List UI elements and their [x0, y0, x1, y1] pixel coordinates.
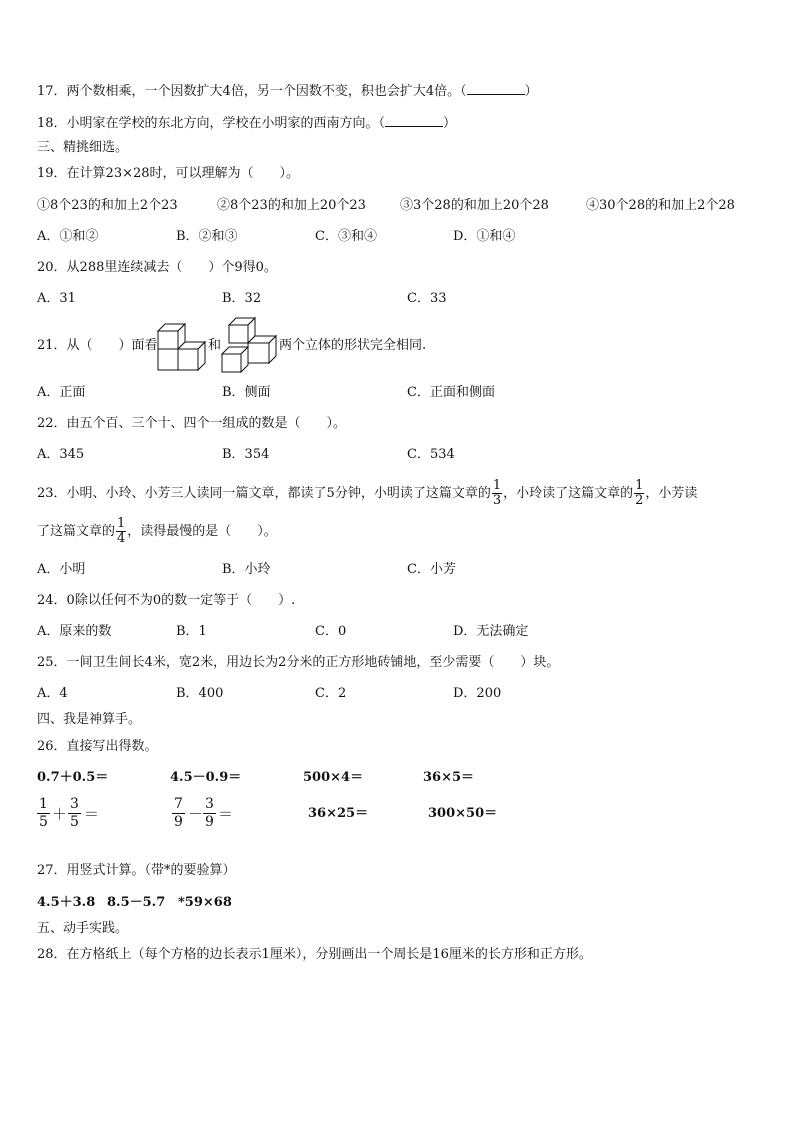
q20-option-b[interactable]: B．32: [222, 291, 262, 306]
fraction-one-third: $\frac{1}{3}$: [492, 478, 502, 508]
fraction-one-half: $\frac{1}{2}$: [635, 478, 644, 508]
q23-option-a[interactable]: A．小明: [37, 562, 86, 577]
q26-stem: 26．直接写出得数。: [37, 739, 158, 754]
cube-figure-1: [156, 320, 208, 372]
vertical-calc-item: *59×68: [178, 895, 232, 910]
plus-sign: ＋: [52, 805, 68, 823]
q21-pre: 21．从（ ）面看: [37, 338, 158, 353]
q21-option-b[interactable]: B．侧面: [222, 385, 271, 400]
q25-option-d[interactable]: D．200: [453, 686, 502, 701]
q28-stem: 28．在方格纸上（每个方格的边长表示1厘米），分别画出一个周长是16厘米的长方形和正方形。: [37, 947, 592, 962]
q19-item-4: ④30个28的和加上2个28: [586, 198, 735, 213]
q22-option-c[interactable]: C．534: [407, 447, 455, 462]
q23-line-2: 了这篇文章的 $\frac{1}{4}$ ，读得最慢的是（ ）。: [37, 516, 277, 546]
q25-option-b[interactable]: B．400: [176, 686, 224, 701]
q25-stem: 25．一间卫生间长4米，宽2米，用边长为2分米的正方形地砖铺地，至少需要（ ）块。: [37, 655, 560, 670]
fraction-3-5: 3 5: [70, 796, 79, 830]
equals-sign: ＝: [84, 805, 100, 823]
q24-option-a[interactable]: A．原来的数: [37, 624, 112, 639]
q21-post: 两个立体的形状完全相同.: [279, 338, 427, 353]
q21-mid: 和: [208, 338, 222, 353]
q24-option-c[interactable]: C．0: [315, 624, 347, 639]
q24-option-d[interactable]: D．无法确定: [453, 624, 529, 639]
minus-sign: －: [188, 805, 204, 823]
q17-line: 17．两个数相乘，一个因数扩大4倍，另一个因数不变，积也会扩大4倍。（ ）: [37, 84, 538, 99]
fraction-1-5: 1 5: [39, 796, 48, 830]
q19-item-3: ③3个28的和加上20个28: [400, 198, 549, 213]
calc-item: 500×4＝: [303, 770, 364, 785]
answer-blank[interactable]: [467, 82, 525, 95]
q22-option-b[interactable]: B．354: [222, 447, 270, 462]
fraction-7-9: 7 9: [174, 796, 183, 830]
q24-stem: 24．0除以任何不为0的数一定等于（ ）.: [37, 593, 296, 608]
fraction-3-9: 3 9: [205, 796, 214, 830]
calc-item: 36×5＝: [423, 770, 475, 785]
vertical-calc-item: 4.5＋3.8: [37, 895, 96, 910]
q21-option-a[interactable]: A．正面: [37, 385, 86, 400]
q27-stem: 27．用竖式计算。（带*的要验算）: [37, 863, 236, 878]
q19-option-b[interactable]: B．②和③: [176, 229, 238, 244]
q25-option-a[interactable]: A．4: [37, 686, 68, 701]
calc-item: 4.5－0.9＝: [170, 770, 242, 785]
q21-option-c[interactable]: C．正面和侧面: [407, 385, 495, 400]
q20-stem: 20．从288里连续减去（ ）个9得0。: [37, 260, 277, 275]
answer-blank[interactable]: [385, 114, 443, 127]
q23-option-c[interactable]: C．小芳: [407, 562, 456, 577]
q20-option-c[interactable]: C．33: [407, 291, 447, 306]
q22-stem: 22．由五个百、三个十、四个一组成的数是（ ）。: [37, 416, 347, 431]
q19-stem: 19．在计算23×28时，可以理解为（ ）。: [37, 166, 300, 181]
calc-item: 0.7＋0.5＝: [37, 770, 109, 785]
section-5-heading: 五、动手实践。: [37, 921, 129, 936]
q24-option-b[interactable]: B．1: [176, 624, 207, 639]
fraction-one-quarter: $\frac{1}{4}$: [117, 516, 126, 546]
cube-figure-2: [221, 316, 279, 374]
q19-item-1: ①8个23的和加上2个23: [37, 198, 178, 213]
q23-option-b[interactable]: B．小玲: [222, 562, 271, 577]
q22-option-a[interactable]: A．345: [37, 447, 85, 462]
q19-option-d[interactable]: D．①和④: [453, 229, 516, 244]
q23-line-1: 23．小明、小玲、小芳三人读同一篇文章，都读了5分钟，小明读了这篇文章的 $\frac{1}{3}$ ，小玲读了这篇文章的 $\frac{1}{2}$ ，小芳读: [37, 478, 698, 508]
equals-sign: ＝: [218, 805, 234, 823]
q18-line: 18．小明家在学校的东北方向，学校在小明家的西南方向。（ ）: [37, 116, 457, 131]
q20-option-a[interactable]: A．31: [37, 291, 76, 306]
section-3-heading: 三、精挑细选。: [37, 140, 129, 155]
q19-item-2: ②8个23的和加上20个23: [217, 198, 366, 213]
calc-item: 36×25＝: [308, 806, 369, 821]
q19-option-c[interactable]: C．③和④: [315, 229, 377, 244]
calc-item: 300×50＝: [428, 806, 498, 821]
section-4-heading: 四、我是神算手。: [37, 712, 142, 727]
vertical-calc-item: 8.5－5.7: [107, 895, 166, 910]
q25-option-c[interactable]: C．2: [315, 686, 347, 701]
q19-option-a[interactable]: A．①和②: [37, 229, 99, 244]
